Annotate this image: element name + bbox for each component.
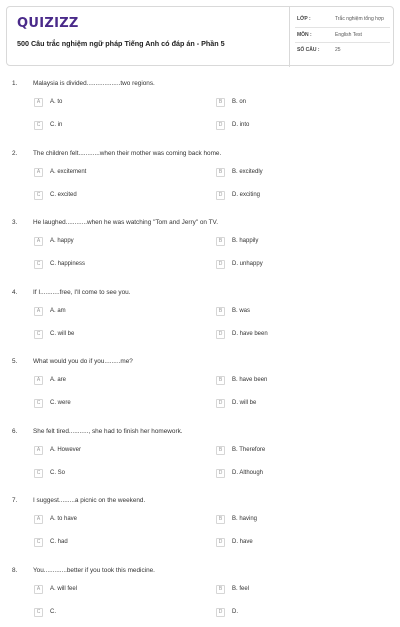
- option-letter-box: A: [34, 515, 43, 524]
- option-text: A. to have: [50, 516, 78, 522]
- option-text: B. on: [232, 99, 247, 105]
- option-letter-box: C: [34, 399, 43, 408]
- question-item: [0, 497, 400, 557]
- option-text: A. excitement: [50, 168, 87, 175]
- option-letter-box: A: [34, 446, 43, 455]
- question-text: Malaysia is divided...................two regions.: [33, 80, 155, 87]
- option-letter-box: D: [216, 399, 225, 408]
- option-text: B. have been: [232, 377, 268, 383]
- question-number: 5.: [12, 358, 18, 365]
- option-letter-box: B: [216, 168, 225, 177]
- option-letter-box: D: [216, 121, 225, 130]
- option-letter-box: C: [34, 121, 43, 130]
- question-item: [0, 567, 400, 627]
- option-letter-box: B: [216, 237, 225, 246]
- worksheet-title: 500 Câu trắc nghiệm ngữ pháp Tiếng Anh có đáp án - Phần 5: [17, 39, 225, 48]
- question-number: 2.: [12, 149, 18, 157]
- option-text: A. am: [50, 307, 66, 314]
- option-letter-box: C: [34, 538, 43, 547]
- option-letter-box: C: [34, 469, 43, 478]
- option-letter-box: C: [34, 260, 43, 269]
- option-letter-box: B: [216, 515, 225, 524]
- question-number: 6.: [12, 427, 18, 435]
- option-text: C. will be: [50, 330, 75, 337]
- option-text: D.: [232, 608, 238, 615]
- option-text: D. have been: [232, 330, 268, 337]
- option-letter-box: A: [34, 376, 43, 385]
- meta-value: English Test: [335, 31, 362, 38]
- option-text: C. happiness: [50, 261, 86, 267]
- option-text: B. was: [232, 307, 251, 314]
- option-letter-box: C: [34, 608, 43, 617]
- option-text: C. in: [50, 122, 63, 128]
- option-text: D. have: [232, 539, 253, 545]
- option-letter-box: D: [216, 260, 225, 269]
- option-letter-box: A: [34, 307, 43, 316]
- question-number: 3.: [12, 219, 18, 226]
- option-text: A. will feel: [50, 585, 78, 592]
- question-item: [0, 150, 400, 210]
- option-text: B. happily: [232, 238, 259, 244]
- question-text: You.............better if you took this medicine.: [33, 566, 155, 574]
- option-text: C. had: [50, 539, 68, 545]
- question-number: 4.: [12, 288, 18, 296]
- option-letter-box: D: [216, 469, 225, 478]
- meta-label: SỐ CÂU :: [297, 47, 320, 53]
- question-number: 1.: [12, 80, 18, 87]
- meta-row-class: [295, 12, 390, 28]
- option-letter-box: B: [216, 376, 225, 385]
- question-text: I suggest.........a picnic on the weekend.: [33, 497, 146, 504]
- option-text: B. Therefore: [232, 446, 266, 453]
- question-text: He laughed............when he was watching "Tom and Jerry" on TV.: [33, 219, 218, 226]
- option-letter-box: B: [216, 585, 225, 594]
- question-item: [0, 358, 400, 418]
- option-text: D. unhappy: [232, 261, 263, 267]
- option-text: B. excitedly: [232, 168, 263, 175]
- option-text: D. will be: [232, 400, 257, 406]
- question-item: [0, 289, 400, 349]
- option-text: C. excited: [50, 191, 77, 198]
- option-letter-box: D: [216, 538, 225, 547]
- option-letter-box: D: [216, 191, 225, 200]
- question-item: [0, 219, 400, 279]
- option-text: D. into: [232, 122, 250, 128]
- option-text: C. were: [50, 400, 71, 406]
- meta-row-subject: [295, 28, 390, 44]
- option-letter-box: A: [34, 237, 43, 246]
- option-letter-box: A: [34, 98, 43, 107]
- question-text: She felt tired..........., she had to finish her homework.: [33, 427, 183, 435]
- question-item: [0, 80, 400, 140]
- option-text: D. Although: [232, 469, 264, 476]
- meta-value: 25: [335, 47, 341, 53]
- option-letter-box: A: [34, 585, 43, 594]
- option-letter-box: A: [34, 168, 43, 177]
- question-text: The children felt............when their mother was coming back home.: [33, 149, 222, 157]
- question-number: 7.: [12, 497, 18, 504]
- question-text: If I...........free, I'll come to see you.: [33, 288, 131, 296]
- option-letter-box: C: [34, 191, 43, 200]
- option-text: C. So: [50, 469, 66, 476]
- meta-label: MÔN :: [297, 31, 312, 38]
- option-text: B. feel: [232, 585, 250, 592]
- question-text: What would you do if you.........me?: [33, 358, 133, 365]
- option-text: A. to: [50, 99, 63, 105]
- option-text: A. are: [50, 377, 67, 383]
- option-text: B. having: [232, 516, 258, 522]
- worksheet-header: [6, 6, 394, 66]
- meta-panel: [289, 7, 395, 67]
- option-text: A. happy: [50, 238, 74, 244]
- question-number: 8.: [12, 566, 18, 574]
- option-text: D. exciting: [232, 191, 261, 198]
- option-letter-box: C: [34, 330, 43, 339]
- option-text: A. However: [50, 446, 82, 453]
- meta-row-question-count: [295, 43, 390, 59]
- meta-value: Trắc nghiệm tổng hợp: [335, 16, 384, 22]
- option-text: C.: [50, 608, 56, 615]
- quizizz-logo: QUIZIZZ: [17, 16, 79, 31]
- meta-label: LỚP :: [297, 16, 311, 22]
- option-letter-box: B: [216, 307, 225, 316]
- option-letter-box: D: [216, 330, 225, 339]
- option-letter-box: D: [216, 608, 225, 617]
- option-letter-box: B: [216, 98, 225, 107]
- question-item: [0, 428, 400, 488]
- option-letter-box: B: [216, 446, 225, 455]
